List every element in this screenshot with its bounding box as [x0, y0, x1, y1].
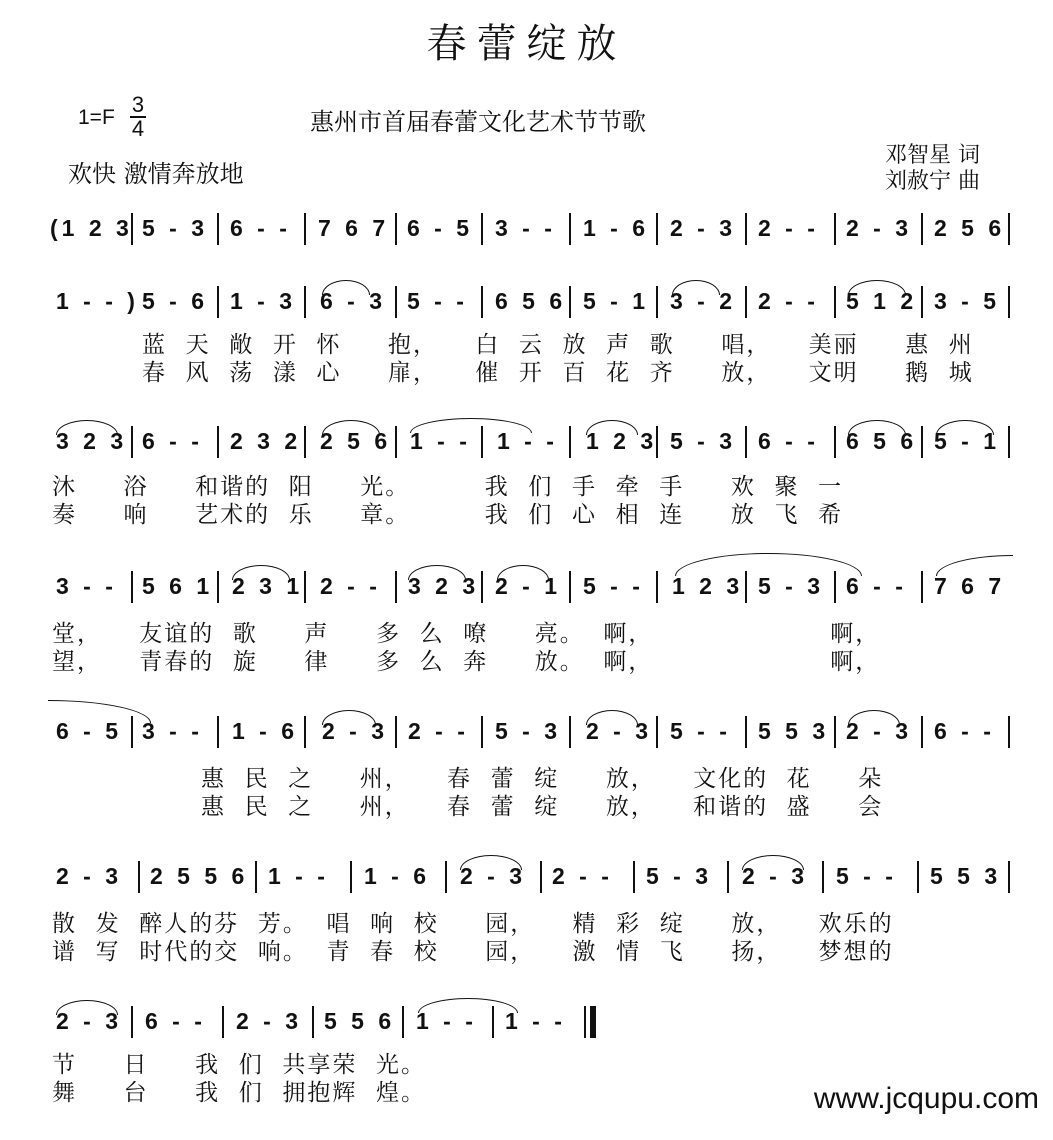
- measure: 6 - -: [145, 1008, 206, 1034]
- bar-line: [745, 286, 747, 318]
- key-signature: 1=F: [78, 106, 115, 129]
- measure: 2 - 3: [322, 718, 389, 744]
- measure: 5 - -: [836, 863, 897, 889]
- bar-line: [745, 716, 747, 748]
- measure: 1 - -: [268, 863, 329, 889]
- bar-line: [1008, 286, 1010, 318]
- bar-line: [569, 716, 571, 748]
- bar-line: [727, 861, 729, 893]
- bar-line: [656, 286, 658, 318]
- measure: 5 - 3: [495, 718, 562, 744]
- bar-line: [395, 571, 397, 603]
- measure: 2 3 1: [232, 573, 304, 599]
- measure: 2 - -: [552, 863, 613, 889]
- bar-line: [1008, 426, 1010, 458]
- measure: 2 - 3: [236, 1008, 303, 1034]
- bar-line: [402, 1006, 404, 1038]
- lyrics-verse-2: 望， 青春的 旋 律 多 么 奔 放。 啊， 啊，: [52, 649, 881, 675]
- bar-line: [217, 426, 219, 458]
- measure: 2 5 6: [320, 428, 392, 454]
- song-title: 春蕾绽放: [426, 21, 627, 67]
- measure: 6 - 5: [56, 718, 123, 744]
- bar-line: [834, 213, 836, 245]
- bar-line: [921, 571, 923, 603]
- bar-line: [822, 861, 824, 893]
- bar-line: [921, 213, 923, 245]
- measure: 6 - 5: [407, 215, 474, 241]
- bar-line: [217, 286, 219, 318]
- bar-line: [656, 571, 658, 603]
- watermark: www.jcqupu.com: [813, 1082, 1039, 1115]
- measure: 3 - 2: [670, 288, 737, 314]
- measure: 5 - 3: [670, 428, 737, 454]
- bar-line: [131, 1006, 133, 1038]
- bar-line: [569, 571, 571, 603]
- lyricist-credit: 邓智星 词: [885, 143, 980, 168]
- bar-line: [481, 213, 483, 245]
- measure: 3 - -: [495, 215, 556, 241]
- lyrics-verse-2: 奏 响 艺术的 乐 章。 我 们 心 相 连 放 飞 希: [52, 502, 844, 528]
- measure: 5 5 6: [324, 1008, 396, 1034]
- measure: 1 - 3: [230, 288, 297, 314]
- bar-line: [304, 426, 306, 458]
- measure: 1 2 3: [672, 573, 744, 599]
- measure: 2 - -: [320, 573, 381, 599]
- time-signature-top: 3: [131, 92, 145, 117]
- measure: 5 - 3: [758, 573, 825, 599]
- final-bar-thin: [584, 1006, 586, 1038]
- measure: 1 - -: [497, 428, 558, 454]
- bar-line: [395, 286, 397, 318]
- measure: 5 1 2: [846, 288, 918, 314]
- bar-line: [395, 426, 397, 458]
- measure: 3 2 3: [56, 428, 128, 454]
- bar-line: [395, 213, 397, 245]
- measure: 1 - -: [505, 1008, 566, 1034]
- measure: 2 - -: [758, 288, 819, 314]
- bar-line: [834, 426, 836, 458]
- measure: 1 2 3: [586, 428, 658, 454]
- bar-line: [255, 861, 257, 893]
- measure: 2 - -: [408, 718, 469, 744]
- bar-line: [569, 213, 571, 245]
- tempo-marking: 欢快 激情奔放地: [68, 160, 244, 188]
- composer-credit: 刘赦宁 曲: [885, 169, 980, 194]
- score-line-4: [0, 565, 1053, 705]
- measure: 3 - -: [56, 573, 117, 599]
- bar-line: [921, 286, 923, 318]
- bar-line: [921, 426, 923, 458]
- measure: 6 - 3: [320, 288, 387, 314]
- lyrics-verse-2: 惠 民 之 州， 春 蕾 绽 放， 和谐的 盛 会: [52, 794, 884, 820]
- score-line-2: [0, 280, 1053, 420]
- bar-line: [633, 861, 635, 893]
- measure: 7 6 7: [934, 573, 1006, 599]
- measure: 5 - 1: [583, 288, 650, 314]
- bar-line: [481, 286, 483, 318]
- measure: 1 - - ): [56, 288, 139, 314]
- final-bar-thick: [590, 1006, 596, 1038]
- bar-line: [481, 716, 483, 748]
- measure: 6 - -: [934, 718, 995, 744]
- measure: 2 - 3: [670, 215, 737, 241]
- bar-line: [304, 213, 306, 245]
- bar-line: [217, 571, 219, 603]
- measure: 7 6 7: [318, 215, 390, 241]
- measure: 3 - 5: [934, 288, 1001, 314]
- bar-line: [217, 716, 219, 748]
- measure: 6 - -: [142, 428, 203, 454]
- bar-line: [834, 716, 836, 748]
- measure: 5 - 1: [934, 428, 1001, 454]
- measure: 5 - -: [583, 573, 644, 599]
- measure: 6 - -: [230, 215, 291, 241]
- measure: 1 - -: [410, 428, 471, 454]
- measure: (1 2 3: [50, 215, 133, 241]
- lyrics-verse-2: 谱 写 时代的交 响。 青 春 校 园， 激 情 飞 扬， 梦想的: [52, 939, 894, 965]
- lyrics-verse-2: 舞 台 我 们 拥抱辉 煌。: [52, 1080, 426, 1106]
- bar-line: [569, 286, 571, 318]
- measure: 2 - 3: [586, 718, 653, 744]
- bar-line: [917, 861, 919, 893]
- measure: 2 - 3: [460, 863, 527, 889]
- bar-line: [445, 861, 447, 893]
- bar-line: [395, 716, 397, 748]
- bar-line: [312, 1006, 314, 1038]
- measure: 5 - -: [670, 718, 731, 744]
- measure: 6 - -: [846, 573, 907, 599]
- measure: 2 5 6: [934, 215, 1006, 241]
- measure: 1 - -: [416, 1008, 477, 1034]
- bar-line: [569, 426, 571, 458]
- bar-line: [222, 1006, 224, 1038]
- measure: 2 - 3: [846, 718, 913, 744]
- bar-line: [745, 213, 747, 245]
- lyrics-verse-2: 春 风 荡 漾 心 扉， 催 开 百 花 齐 放， 文明 鹅 城: [142, 360, 974, 386]
- time-signature: [130, 94, 146, 140]
- measure: 5 5 3: [758, 718, 830, 744]
- measure: 5 - 3: [142, 215, 209, 241]
- bar-line: [217, 213, 219, 245]
- lyrics-verse-1: 节 日 我 们 共享荣 光。: [52, 1052, 426, 1078]
- bar-line: [304, 286, 306, 318]
- bar-line: [1008, 213, 1010, 245]
- measure: 2 5 5 6: [150, 863, 249, 889]
- measure: 2 3 2: [230, 428, 302, 454]
- score-line-6: [0, 855, 1053, 995]
- bar-line: [656, 213, 658, 245]
- bar-line: [481, 571, 483, 603]
- lyrics-verse-1: 惠 民 之 州， 春 蕾 绽 放， 文化的 花 朵: [52, 766, 884, 792]
- measure: 6 - -: [758, 428, 819, 454]
- measure: 3 - -: [142, 718, 203, 744]
- measure: 2 - 3: [56, 863, 123, 889]
- measure: 3 2 3: [408, 573, 480, 599]
- bar-line: [1008, 861, 1010, 893]
- lyrics-verse-1: 散 发 醉人的芬 芳。 唱 响 校 园， 精 彩 绽 放， 欢乐的: [52, 911, 894, 937]
- bar-line: [131, 571, 133, 603]
- measure: 1 - 6: [583, 215, 650, 241]
- measure: 2 - 3: [846, 215, 913, 241]
- measure: 5 6 1: [142, 573, 214, 599]
- score-line-7: [0, 1000, 1053, 1140]
- score-line-3: [0, 420, 1053, 560]
- measure: 5 - 3: [646, 863, 713, 889]
- bar-line: [1008, 716, 1010, 748]
- lyrics-verse-1: 蓝 天 敞 开 怀 抱， 白 云 放 声 歌 唱， 美丽 惠 州: [142, 332, 974, 358]
- measure: 6 5 6: [495, 288, 567, 314]
- measure: 5 - -: [407, 288, 468, 314]
- bar-line: [921, 716, 923, 748]
- bar-line: [304, 716, 306, 748]
- measure: 2 - 3: [742, 863, 809, 889]
- measure: 2 - -: [758, 215, 819, 241]
- bar-line: [745, 426, 747, 458]
- measure: 1 - 6: [232, 718, 299, 744]
- bar-line: [656, 716, 658, 748]
- bar-line: [540, 861, 542, 893]
- time-signature-bottom: 4: [131, 116, 145, 141]
- bar-line: [138, 861, 140, 893]
- bar-line: [350, 861, 352, 893]
- measure: 2 - 1: [495, 573, 562, 599]
- bar-line: [834, 286, 836, 318]
- measure: 5 5 3: [930, 863, 1002, 889]
- lyrics-verse-1: 沐 浴 和谐的 阳 光。 我 们 手 牵 手 欢 聚 一: [52, 474, 844, 500]
- measure: 5 - 6: [142, 288, 209, 314]
- measure: 6 5 6: [846, 428, 918, 454]
- measure: 2 - 3: [56, 1008, 123, 1034]
- measure: 1 - 6: [364, 863, 431, 889]
- bar-line: [131, 426, 133, 458]
- score-line-5: [0, 710, 1053, 850]
- lyrics-verse-1: 堂， 友谊的 歌 声 多 么 嘹 亮。 啊， 啊，: [52, 621, 881, 647]
- bar-line: [304, 571, 306, 603]
- song-subtitle: 惠州市首届春蕾文化艺术节节歌: [310, 108, 646, 136]
